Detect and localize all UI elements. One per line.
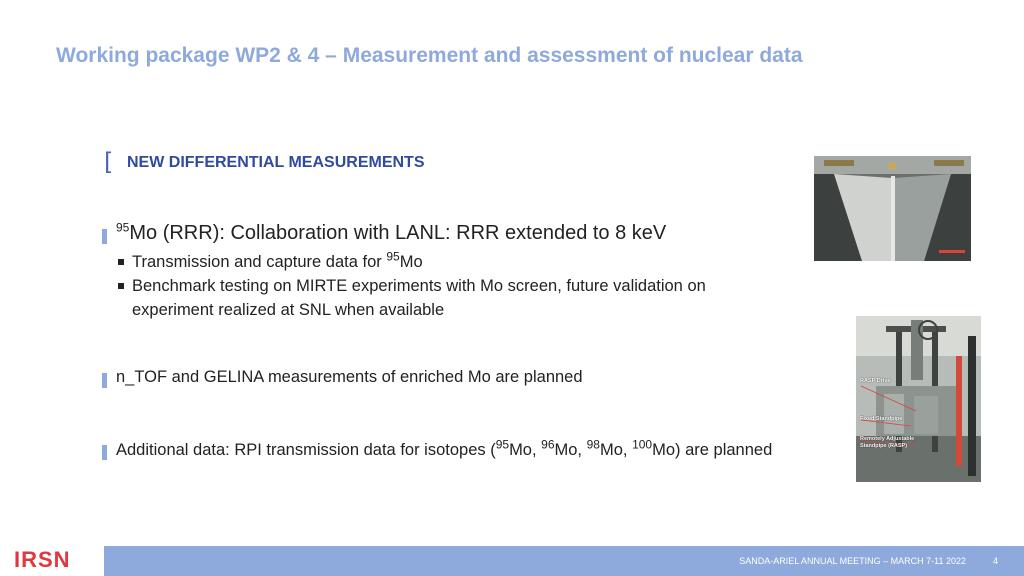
square-bullet-icon — [118, 259, 124, 265]
irsn-logo: IRSN — [14, 547, 71, 572]
sub-bullet-tail: Mo — [399, 253, 423, 271]
bullet-rpi-data — [116, 438, 776, 462]
isotope-superscript: 95 — [386, 249, 400, 264]
isotope-superscript: 95 — [116, 220, 130, 235]
bullet-marker-icon — [102, 445, 107, 460]
isotope-superscript: 98 — [586, 437, 600, 452]
bullet-mo95-rrr — [116, 222, 666, 245]
isotope-text: Mo, — [599, 441, 633, 459]
footer-meeting-text: SANDA-ARIEL ANNUAL MEETING – MARCH 7-11 2022 — [739, 556, 966, 566]
label-fixed-standpipe: Fixed Standpipe — [860, 416, 903, 422]
experiment-photo-rasp — [856, 316, 981, 482]
section-title: NEW DIFFERENTIAL MEASUREMENTS — [127, 154, 425, 171]
square-bullet-icon — [118, 283, 124, 289]
isotope-superscript: 100 — [632, 437, 653, 452]
slide-title: Working package WP2 & 4 – Measurement and assessment of nuclear data — [56, 44, 803, 67]
bullet-text: Additional data: RPI transmission data for isotopes ( — [116, 441, 496, 459]
sub-bullet-transmission — [116, 250, 762, 274]
target-photo-illustration — [814, 156, 971, 261]
isotope-text: Mo) are planned — [652, 441, 773, 459]
isotope-text: Mo, — [509, 441, 542, 459]
isotope-superscript: 95 — [495, 437, 510, 452]
page-number: 4 — [992, 556, 998, 566]
sub-bullet-list — [116, 250, 762, 322]
bullet-marker-icon — [102, 229, 107, 244]
bullet-ntof-gelina: n_TOF and GELINA measurements of enriched Mo are planned — [116, 368, 583, 386]
sub-bullet-text: Benchmark testing on MIRTE experiments with Mo screen, future validation on experiment realized at SNL when available — [132, 277, 706, 319]
experiment-photo-target — [814, 156, 971, 261]
label-rasp: Remotely Adjustable Standpipe (RASP) — [860, 436, 915, 449]
isotope-text: Mo, — [554, 441, 587, 459]
bullet-marker-icon — [102, 373, 107, 388]
footer-bar — [104, 546, 1024, 576]
bullet-text: Mo (RRR): Collaboration with LANL: RRR extended to 8 keV — [129, 222, 667, 244]
isotope-superscript: 96 — [541, 437, 555, 452]
label-rasp-drive: RASP Drive — [860, 378, 891, 384]
section-bracket-icon: [ — [104, 148, 114, 176]
sub-bullet-text: Transmission and capture data for — [132, 253, 387, 271]
rasp-photo-illustration — [856, 316, 981, 482]
sub-bullet-benchmark — [116, 274, 762, 322]
